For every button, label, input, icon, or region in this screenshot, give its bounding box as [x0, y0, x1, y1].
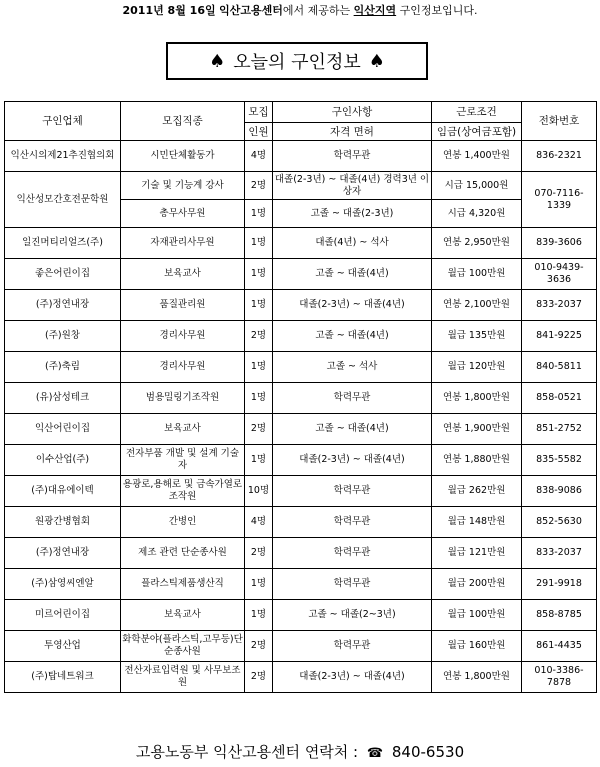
wage-cell: 월급 160만원 [432, 631, 522, 662]
phone-cell: 833-2037 [522, 290, 597, 321]
job-cell: 보육교사 [121, 259, 245, 290]
phone-cell: 851-2752 [522, 414, 597, 445]
count-cell: 2명 [245, 631, 273, 662]
wage-cell: 월급 262만원 [432, 476, 522, 507]
company-cell: (주)정연내장 [5, 538, 121, 569]
job-cell: 총무사무원 [121, 200, 245, 228]
phone-icon: ☎ [366, 746, 384, 761]
header-company: 구인업체 [5, 102, 121, 141]
wage-cell: 시급 15,000원 [432, 172, 522, 200]
phone-cell: 841-9225 [522, 321, 597, 352]
job-cell: 품질관리원 [121, 290, 245, 321]
table-row [5, 476, 597, 507]
company-cell: 익산어린이집 [5, 414, 121, 445]
count-cell: 1명 [245, 259, 273, 290]
job-cell: 화학분야(플라스틱,고무등)단순종사원 [121, 631, 245, 662]
table-row [5, 414, 597, 445]
table-row [5, 600, 597, 631]
table-row [5, 631, 597, 662]
count-cell: 2명 [245, 538, 273, 569]
phone-cell: 833-2037 [522, 538, 597, 569]
req-cell: 학력무관 [273, 141, 432, 172]
wage-cell: 연봉 1,880만원 [432, 445, 522, 476]
company-cell: 이수산업(주) [5, 445, 121, 476]
phone-cell: 070-7116-1339 [522, 172, 597, 228]
company-cell: 투영산업 [5, 631, 121, 662]
company-cell: (주)대유에이텍 [5, 476, 121, 507]
header-cond-group: 근로조건 [432, 102, 522, 123]
table-row [5, 569, 597, 600]
phone-cell: 838-9086 [522, 476, 597, 507]
req-cell: 고졸 ~ 대졸(2-3년) [273, 200, 432, 228]
spade-icon-right: ♠ [368, 50, 385, 72]
table-row [5, 141, 597, 172]
wage-cell: 월급 100만원 [432, 259, 522, 290]
req-cell: 고졸 ~ 대졸(4년) [273, 414, 432, 445]
company-cell: 익산시의제21추진협의회 [5, 141, 121, 172]
count-cell: 1명 [245, 569, 273, 600]
phone-cell: 858-0521 [522, 383, 597, 414]
company-cell: (주)탑네트워크 [5, 662, 121, 693]
count-cell: 2명 [245, 414, 273, 445]
company-cell: 일진머티리얼즈(주) [5, 228, 121, 259]
req-cell: 대졸(2-3년) ~ 대졸(4년) [273, 445, 432, 476]
page-title: 오늘의 구인정보 [233, 52, 361, 73]
job-cell: 자재관리사무원 [121, 228, 245, 259]
wage-cell: 월급 100만원 [432, 600, 522, 631]
req-cell: 학력무관 [273, 476, 432, 507]
header-req: 자격 면허 [273, 123, 432, 141]
job-cell: 간병인 [121, 507, 245, 538]
phone-cell: 010-3386-7878 [522, 662, 597, 693]
wage-cell: 월급 121만원 [432, 538, 522, 569]
req-cell: 대졸(2-3년) ~ 대졸(4년) [273, 290, 432, 321]
company-cell: 미르어린이집 [5, 600, 121, 631]
table-row [5, 352, 597, 383]
req-cell: 학력무관 [273, 569, 432, 600]
table-row [5, 445, 597, 476]
header-phone: 전화번호 [522, 102, 597, 141]
company-cell: (주)원창 [5, 321, 121, 352]
phone-cell: 839-3606 [522, 228, 597, 259]
job-cell: 시민단체활동가 [121, 141, 245, 172]
job-listing-table [4, 101, 597, 693]
company-cell: (주)정연내장 [5, 290, 121, 321]
phone-cell: 836-2321 [522, 141, 597, 172]
req-cell: 학력무관 [273, 538, 432, 569]
header-count-top: 모집 [245, 102, 273, 123]
company-cell: 익산성모간호전문학원 [5, 172, 121, 228]
header-wage: 임금(상여금포함) [432, 123, 522, 141]
table-row [5, 662, 597, 693]
count-cell: 1명 [245, 600, 273, 631]
phone-cell: 852-5630 [522, 507, 597, 538]
phone-cell: 010-9439-3636 [522, 259, 597, 290]
phone-cell: 291-9918 [522, 569, 597, 600]
count-cell: 1명 [245, 383, 273, 414]
wage-cell: 연봉 2,950만원 [432, 228, 522, 259]
count-cell: 4명 [245, 507, 273, 538]
phone-cell: 835-5582 [522, 445, 597, 476]
count-cell: 1명 [245, 200, 273, 228]
count-cell: 1명 [245, 290, 273, 321]
table-row [5, 383, 597, 414]
header-end-text: 구인정보입니다. [396, 4, 478, 17]
req-cell: 고졸 ~ 석사 [273, 352, 432, 383]
table-row [5, 172, 597, 200]
company-cell: (유)삼성테크 [5, 383, 121, 414]
req-cell: 학력무관 [273, 631, 432, 662]
job-cell: 플라스틱제품생산직 [121, 569, 245, 600]
wage-cell: 연봉 1,800만원 [432, 383, 522, 414]
job-cell: 전자부품 개발 및 설계 기술자 [121, 445, 245, 476]
wage-cell: 연봉 2,100만원 [432, 290, 522, 321]
wage-cell: 월급 135만원 [432, 321, 522, 352]
count-cell: 1명 [245, 352, 273, 383]
company-cell: 원광간병협회 [5, 507, 121, 538]
header-date: 2011년 8월 16일 [122, 4, 216, 17]
job-cell: 제조 관련 단순종사원 [121, 538, 245, 569]
phone-cell: 858-8785 [522, 600, 597, 631]
header-req-group: 구인사항 [273, 102, 432, 123]
job-cell: 범용밀링기조작원 [121, 383, 245, 414]
header-job: 모집직종 [121, 102, 245, 141]
spade-icon-left: ♠ [209, 50, 226, 72]
count-cell: 2명 [245, 321, 273, 352]
company-cell: (주)삼영씨엔알 [5, 569, 121, 600]
header-mid-text: 에서 제공하는 [282, 4, 354, 17]
footer-text: 고용노동부 익산고용센터 연락처 : [135, 743, 359, 761]
phone-cell: 840-5811 [522, 352, 597, 383]
job-cell: 경리사무원 [121, 321, 245, 352]
footer-phone: 840-6530 [391, 743, 465, 761]
wage-cell: 시급 4,320원 [432, 200, 522, 228]
count-cell: 4명 [245, 141, 273, 172]
req-cell: 대졸(2-3년) ~ 대졸(4년) [273, 662, 432, 693]
req-cell: 고졸 ~ 대졸(4년) [273, 321, 432, 352]
count-cell: 2명 [245, 172, 273, 200]
job-cell: 보육교사 [121, 414, 245, 445]
count-cell: 1명 [245, 228, 273, 259]
phone-cell: 861-4435 [522, 631, 597, 662]
header-count-bottom: 인원 [245, 123, 273, 141]
count-cell: 2명 [245, 662, 273, 693]
job-cell: 경리사무원 [121, 352, 245, 383]
req-cell: 대졸(4년) ~ 석사 [273, 228, 432, 259]
req-cell: 학력무관 [273, 383, 432, 414]
wage-cell: 월급 120만원 [432, 352, 522, 383]
count-cell: 1명 [245, 445, 273, 476]
count-cell: 10명 [245, 476, 273, 507]
title-box [166, 42, 428, 80]
table-row [5, 507, 597, 538]
header-center: 익산고용센터 [219, 4, 283, 17]
company-cell: (주)축림 [5, 352, 121, 383]
footer-contact [0, 741, 600, 762]
wage-cell: 연봉 1,400만원 [432, 141, 522, 172]
wage-cell: 연봉 1,800만원 [432, 662, 522, 693]
job-cell: 용광로,용해로 및 금속가열로 조작원 [121, 476, 245, 507]
wage-cell: 월급 200만원 [432, 569, 522, 600]
req-cell: 대졸(2-3년) ~ 대졸(4년) 경력3년 이상자 [273, 172, 432, 200]
table-row [5, 290, 597, 321]
job-cell: 기술 및 기능계 강사 [121, 172, 245, 200]
req-cell: 고졸 ~ 대졸(2~3년) [273, 600, 432, 631]
company-cell: 좋은어린이집 [5, 259, 121, 290]
job-cell: 보육교사 [121, 600, 245, 631]
header-region: 익산지역 [353, 4, 397, 17]
table-row [5, 538, 597, 569]
wage-cell: 월급 148만원 [432, 507, 522, 538]
job-cell: 전산자료입력원 및 사무보조원 [121, 662, 245, 693]
table-row [5, 259, 597, 290]
table-row [5, 321, 597, 352]
req-cell: 학력무관 [273, 507, 432, 538]
req-cell: 고졸 ~ 대졸(4년) [273, 259, 432, 290]
wage-cell: 연봉 1,900만원 [432, 414, 522, 445]
table-row [5, 228, 597, 259]
header-line [0, 2, 600, 18]
